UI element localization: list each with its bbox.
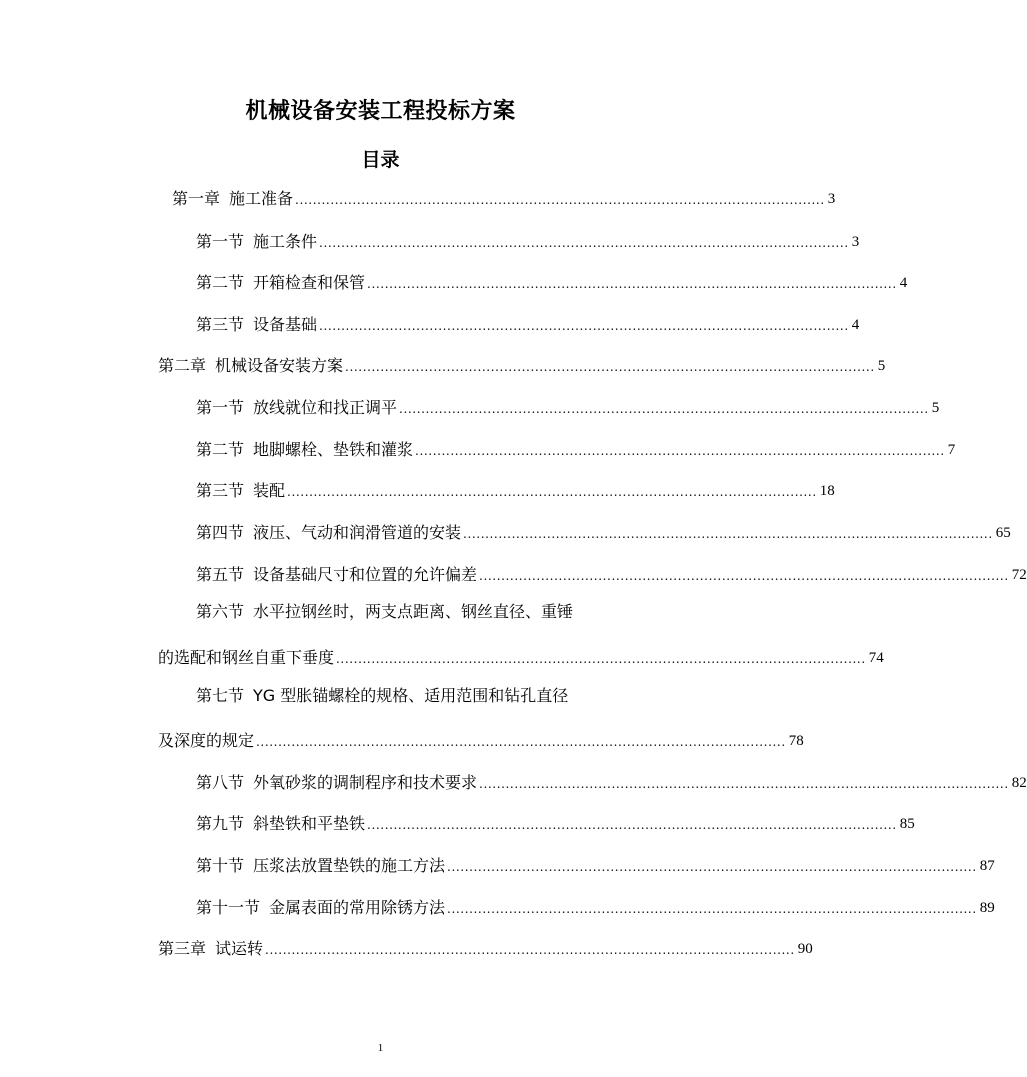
toc-entry-section[interactable] <box>196 393 940 419</box>
toc-leader-dots: ........................................................................................................................ <box>319 236 849 250</box>
toc-entry-section[interactable] <box>196 268 908 294</box>
toc-entry-title-continuation: 的选配和钢丝自重下垂度 <box>158 648 335 667</box>
toc-entry-section-wrapped[interactable] <box>196 601 643 627</box>
toc-leader-dots: ........................................................................................................................ <box>447 902 977 916</box>
toc-entry-number: 第六节 <box>196 602 245 621</box>
toc-entry-title: 放线就位和找正调平 <box>253 398 398 417</box>
toc-entry-number: 第四节 <box>196 523 245 542</box>
toc-leader-dots: ........................................................................................................................ <box>256 735 786 749</box>
toc-entry-section[interactable] <box>196 768 1027 794</box>
toc-entry-number: 第三节 <box>196 315 245 334</box>
toc-entry-title: 设备基础 <box>253 315 318 334</box>
toc-entry-title: 设备基础尺寸和位置的允许偏差 <box>253 565 478 584</box>
toc-entry-number: 第一节 <box>196 232 245 251</box>
document-title: 机械设备安装工程投标方案 <box>245 99 516 124</box>
toc-leader-dots: ........................................................................................................................ <box>295 193 825 207</box>
toc-entry-chapter-2[interactable] <box>158 351 886 377</box>
toc-entry-title: 开箱检查和保管 <box>253 273 366 292</box>
toc-entry-page: 82 <box>1011 775 1027 791</box>
toc-entry-section[interactable] <box>196 518 1011 544</box>
toc-entry-page: 3 <box>827 191 836 207</box>
toc-entry-page: 7 <box>947 442 956 458</box>
toc-entry-section-wrapped[interactable] <box>196 685 643 711</box>
toc-entry-section[interactable] <box>196 435 956 461</box>
toc-entry-title: 机械设备安装方案 <box>215 356 344 375</box>
toc-entry-section[interactable] <box>196 893 995 919</box>
toc-entry-page: 5 <box>877 358 886 374</box>
toc-leader-dots: ........................................................................................................................ <box>399 402 929 416</box>
toc-leader-dots: ........................................................................................................................ <box>319 319 849 333</box>
toc-entry-number: 第十节 <box>196 856 245 875</box>
toc-entry-page: 78 <box>788 733 804 749</box>
toc-entry-title: 外氧砂浆的调制程序和技术要求 <box>253 773 478 792</box>
toc-entry-number: 第三节 <box>196 481 245 500</box>
toc-heading: 目录 <box>361 149 400 171</box>
toc-leader-dots: ........................................................................................................................ <box>463 527 993 541</box>
toc-leader-dots: ........................................................................................................................ <box>336 652 866 666</box>
toc-entry-title: 斜垫铁和平垫铁 <box>253 814 366 833</box>
toc-entry-page: 87 <box>979 858 995 874</box>
toc-entry-section[interactable] <box>196 851 995 877</box>
toc-entry-chapter-1[interactable] <box>172 184 836 210</box>
toc-entry-page: 3 <box>851 234 860 250</box>
toc-entry-title: 装配 <box>253 481 286 500</box>
toc-entry-section[interactable] <box>196 560 1027 586</box>
toc-leader-dots: ........................................................................................................................ <box>345 360 875 374</box>
toc-entry-continuation[interactable] <box>158 643 884 669</box>
toc-leader-dots: ........................................................................................................................ <box>367 818 897 832</box>
toc-entry-section[interactable] <box>196 227 860 253</box>
toc-entry-page: 4 <box>851 317 860 333</box>
toc-entry-page: 72 <box>1011 567 1027 583</box>
toc-entry-title: 地脚螺栓、垫铁和灌浆 <box>253 440 414 459</box>
toc-entry-page: 65 <box>995 525 1011 541</box>
toc-entry-number: 第一节 <box>196 398 245 417</box>
toc-entry-title: 试运转 <box>215 939 264 958</box>
toc-leader-dots: ........................................................................................................................ <box>447 860 977 874</box>
toc-entry-number: 第八节 <box>196 773 245 792</box>
toc-entry-number: 第十一节 <box>196 898 261 917</box>
toc-entry-page: 74 <box>868 650 884 666</box>
toc-entry-number: 第七节 <box>196 686 245 705</box>
toc-entry-number: 第二节 <box>196 440 245 459</box>
toc-entry-title: 施工条件 <box>253 232 318 251</box>
toc-entry-page: 18 <box>819 483 835 499</box>
toc-entry-title-continuation: 及深度的规定 <box>158 731 255 750</box>
toc-entry-continuation[interactable] <box>158 726 804 752</box>
toc-entry-title: 液压、气动和润滑管道的安装 <box>253 523 462 542</box>
toc-leader-dots: ........................................................................................................................ <box>265 943 795 957</box>
toc-entry-page: 5 <box>931 400 940 416</box>
toc-entry-section[interactable] <box>196 809 915 835</box>
toc-leader-dots: ........................................................................................................................ <box>479 777 1009 791</box>
toc-entry-title: 金属表面的常用除锈方法 <box>269 898 446 917</box>
toc-entry-number: 第二章 <box>158 356 207 375</box>
toc-entry-number: 第五节 <box>196 565 245 584</box>
toc-leader-dots: ........................................................................................................................ <box>367 277 897 291</box>
toc-entry-page: 89 <box>979 900 995 916</box>
toc-leader-dots: ........................................................................................................................ <box>415 444 945 458</box>
toc-entry-title: 施工准备 <box>229 189 294 208</box>
toc-entry-title: 水平拉钢丝时，两支点距离、钢丝直径、重锤 <box>253 602 574 621</box>
toc-entry-section[interactable] <box>196 310 860 336</box>
toc-entry-page: 4 <box>899 275 908 291</box>
toc-entry-page: 85 <box>899 816 915 832</box>
toc-entry-section[interactable] <box>196 476 835 502</box>
toc-entry-number: 第一章 <box>172 189 221 208</box>
toc-entry-number: 第九节 <box>196 814 245 833</box>
toc-leader-dots: ........................................................................................................................ <box>479 569 1009 583</box>
toc-entry-number: 第二节 <box>196 273 245 292</box>
toc-entry-title: 压浆法放置垫铁的施工方法 <box>253 856 446 875</box>
page-number: 1 <box>377 1042 384 1054</box>
toc-entry-title: YG 型胀锚螺栓的规格、适用范围和钻孔直径 <box>253 686 569 705</box>
toc-leader-dots: ........................................................................................................................ <box>287 485 817 499</box>
toc-entry-chapter-3[interactable] <box>158 934 813 960</box>
toc-entry-page: 90 <box>797 941 813 957</box>
toc-entry-number: 第三章 <box>158 939 207 958</box>
